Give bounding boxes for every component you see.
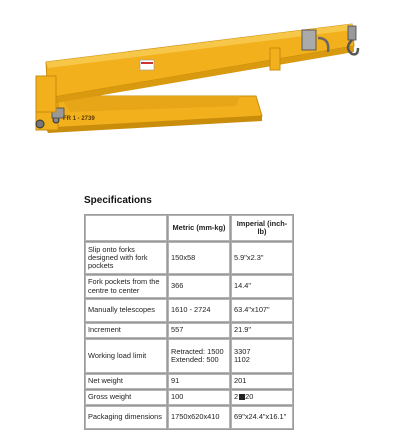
fork-base <box>36 96 262 133</box>
imperial-value: 69"x24.4"x16.1" <box>231 406 293 429</box>
imperial-value: 21.9" <box>231 323 293 338</box>
metric-value: 557 <box>168 323 230 338</box>
imperial-suffix: 20 <box>245 392 254 402</box>
metric-value: 150x58 <box>168 242 230 274</box>
metric-value-retracted: Retracted: 1500 <box>171 346 224 356</box>
table-row <box>85 242 293 274</box>
metric-value: 1750x620x410 <box>168 406 230 429</box>
specifications-table <box>84 214 294 430</box>
imperial-value <box>231 339 293 373</box>
row-label: Increment <box>85 323 167 338</box>
metric-value: 91 <box>168 374 230 389</box>
row-label: Slip onto forks designed with fork pockets <box>85 242 167 274</box>
imperial-value <box>231 390 293 405</box>
product-label-code: FR 1 - 2739 <box>63 116 95 122</box>
table-row <box>85 374 293 389</box>
imperial-value: 5.9"x2.3" <box>231 242 293 274</box>
row-label: Manually telescopes <box>85 299 167 322</box>
header-metric: Metric (mm-kg) <box>168 215 230 241</box>
imperial-prefix: 2 <box>234 392 239 402</box>
imperial-value-extended: 1102 <box>234 355 250 364</box>
row-label: Net weight <box>85 374 167 389</box>
metric-value-extended: Extended: 500 <box>171 355 219 364</box>
imperial-value: 63.4"x107" <box>231 299 293 322</box>
imperial-value-retracted: 3307 <box>234 346 251 356</box>
row-label: Packaging dimensions <box>85 406 167 429</box>
table-row <box>85 299 293 322</box>
metric-value: 1610 - 2724 <box>168 299 230 322</box>
table-row <box>85 323 293 338</box>
row-label: Gross weight <box>85 390 167 405</box>
header-empty <box>85 215 167 241</box>
header-imperial: Imperial (inch-lb) <box>231 215 293 241</box>
table-row <box>85 275 293 298</box>
row-label: Working load limit <box>85 339 167 373</box>
metric-value: 100 <box>168 390 230 405</box>
product-image <box>0 0 400 180</box>
table-row <box>85 406 293 429</box>
table-header-row <box>85 215 293 241</box>
metric-value: 366 <box>168 275 230 298</box>
table-row <box>85 390 293 405</box>
table-row <box>85 339 293 373</box>
missing-glyph-icon <box>239 394 245 400</box>
row-label: Fork pockets from the centre to center <box>85 275 167 298</box>
metric-value <box>168 339 230 373</box>
specifications-heading: Specifications <box>84 195 152 206</box>
imperial-value: 14.4" <box>231 275 293 298</box>
imperial-value: 201 <box>231 374 293 389</box>
